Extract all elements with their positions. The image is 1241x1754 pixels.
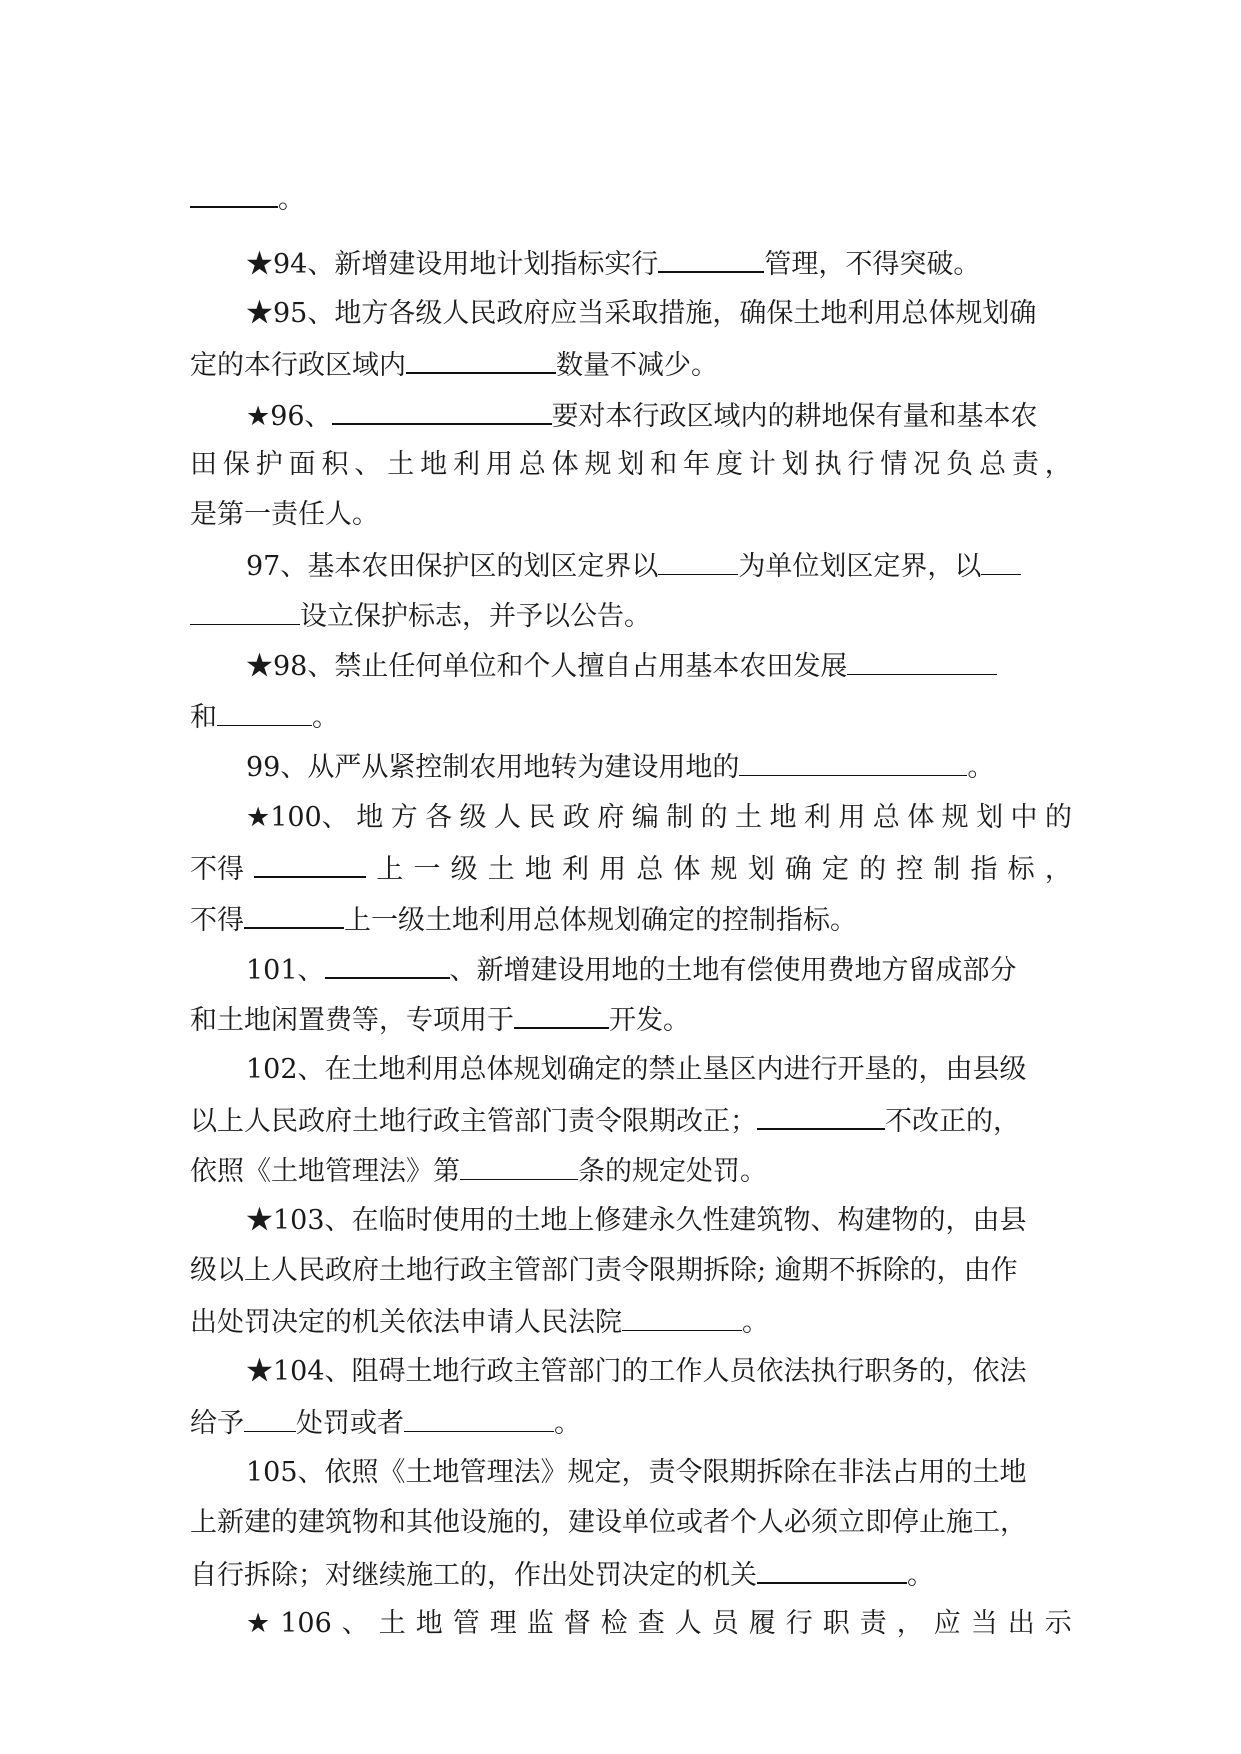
char: 级 <box>459 802 487 833</box>
char: 土 <box>487 854 515 885</box>
char: 管 <box>452 1608 480 1639</box>
question-104 <box>246 1352 1072 1392</box>
char: 检 <box>600 1608 628 1639</box>
char: 应 <box>933 1608 961 1639</box>
text: 级以上人民政府土地行政主管部门责令限期拆除; 逾期不拆除的，由作 <box>190 1255 1018 1286</box>
char: 年 <box>683 449 711 480</box>
char: 责 <box>859 1608 887 1639</box>
char: 体 <box>907 802 935 833</box>
char: 划 <box>617 449 645 480</box>
char: 制 <box>666 802 694 833</box>
char: 规 <box>584 449 612 480</box>
char: 地 <box>415 1608 443 1639</box>
answer-blank[interactable] <box>739 747 967 776</box>
char: 情 <box>880 449 908 480</box>
answer-blank[interactable] <box>460 1151 578 1180</box>
char: 级 <box>450 854 478 885</box>
char: ★100、 <box>246 802 349 833</box>
char: 指 <box>970 854 998 885</box>
answer-blank[interactable] <box>406 344 556 374</box>
text: 是第一责任人。 <box>190 499 379 530</box>
text: 不改正的， <box>885 1106 1020 1137</box>
text: 。 <box>967 752 995 783</box>
char: 用 <box>599 854 627 885</box>
char: 用 <box>838 802 866 833</box>
char: 当 <box>970 1608 998 1639</box>
text: 和土地闲置费等，专项用于 <box>190 1005 514 1036</box>
char: 负 <box>946 449 974 480</box>
text: 出处罚决定的机关依法申请人民法院 <box>190 1307 622 1338</box>
answer-blank[interactable] <box>981 546 1021 575</box>
char: ★ <box>246 1608 271 1639</box>
text: 自行拆除；对继续施工的，作出处罚决定的机关 <box>190 1560 757 1591</box>
text: 。 <box>278 184 305 215</box>
answer-blank[interactable] <box>658 546 738 575</box>
char: 规 <box>941 802 969 833</box>
char: 地 <box>420 449 448 480</box>
char: 计 <box>748 449 776 480</box>
answer-blank[interactable] <box>332 395 552 425</box>
text: 上一级土地利用总体规划确定的控制指标。 <box>344 905 857 936</box>
text: 为单位划区定界，以 <box>738 551 982 582</box>
question-103-cont <box>190 1251 1072 1291</box>
char: 出 <box>1007 1608 1035 1639</box>
char: 行 <box>847 449 875 480</box>
answer-blank[interactable] <box>847 646 997 675</box>
char: 编 <box>631 802 659 833</box>
question-101-cont <box>190 999 1072 1039</box>
text: ★95、地方各级人民政府应当采取措施，确保土地利用总体规划确 <box>246 298 1037 329</box>
question-100-cont2 <box>190 899 1072 939</box>
text: ★98、禁止任何单位和个人擅自占用基本农田发展 <box>246 651 848 682</box>
question-104-cont <box>190 1403 1072 1443</box>
char: 护 <box>255 449 283 480</box>
char: 执 <box>814 449 842 480</box>
char: 规 <box>710 854 738 885</box>
char: 一 <box>413 854 441 885</box>
char: ， <box>1044 854 1072 885</box>
char: 民 <box>528 802 556 833</box>
text: 。 <box>312 702 339 733</box>
text: ★103、在临时使用的土地上修建永久性建筑物、构建物的，由县 <box>246 1205 1027 1236</box>
char: 政 <box>562 802 590 833</box>
char: 、 <box>341 1608 369 1639</box>
answer-blank[interactable] <box>244 1403 296 1432</box>
char: 理 <box>489 1608 517 1639</box>
question-102-cont2 <box>190 1151 1072 1191</box>
question-98 <box>246 646 1072 686</box>
text: 97、基本农田保护区的划区定界以 <box>246 551 659 582</box>
char: 地 <box>356 802 384 833</box>
question-97-cont <box>190 596 1072 636</box>
text: 102、在土地利用总体规划确定的禁止垦区内进行开垦的，由县级 <box>246 1054 1027 1085</box>
char: 的 <box>1044 802 1072 833</box>
text: ★94、新增建设用地计划指标实行 <box>246 249 659 280</box>
question-105-cont <box>190 1503 1072 1543</box>
char: 土 <box>735 802 762 833</box>
text: 条的规定处罚。 <box>578 1156 767 1187</box>
char: 查 <box>637 1608 665 1639</box>
char: 人 <box>674 1608 702 1639</box>
char: 方 <box>390 802 418 833</box>
char: 上 <box>376 854 404 885</box>
char: 利 <box>453 449 480 480</box>
line-93-tail <box>190 178 1072 218</box>
char: 利 <box>561 854 589 885</box>
question-95-cont <box>190 344 1072 384</box>
char: 划 <box>781 449 809 480</box>
char: 人 <box>493 802 521 833</box>
question-94 <box>246 243 1072 283</box>
question-100 <box>246 798 1072 838</box>
question-106 <box>246 1604 1072 1644</box>
char: 用 <box>485 449 513 480</box>
text: 不得 <box>190 905 244 936</box>
char: 责 <box>1011 449 1039 480</box>
question-96-cont2 <box>190 495 1072 535</box>
text: 定的本行政区域内 <box>190 350 406 381</box>
answer-blank[interactable] <box>217 697 312 726</box>
char: 确 <box>784 854 812 885</box>
text: 要对本行政区域内的耕地保有量和基本农 <box>551 401 1038 432</box>
question-96-cont <box>190 445 1072 485</box>
char: 监 <box>526 1608 554 1639</box>
text: 99、从严从紧控制农用地转为建设用地的 <box>246 752 740 783</box>
question-99 <box>246 747 1072 787</box>
question-102 <box>246 1050 1072 1090</box>
char: ， <box>896 1608 924 1639</box>
text: 不得 <box>190 854 244 885</box>
char: 各 <box>425 802 453 833</box>
question-102-cont <box>190 1100 1072 1140</box>
char: 田 <box>190 449 217 480</box>
char: 的 <box>859 854 887 885</box>
text: ★96、 <box>246 401 332 432</box>
char: 土 <box>387 449 415 480</box>
char: 积 <box>321 449 349 480</box>
char: 划 <box>747 854 775 885</box>
char: 地 <box>524 854 552 885</box>
char: 和 <box>650 449 678 480</box>
char: 地 <box>769 802 797 833</box>
char: 制 <box>933 854 961 885</box>
text: 上新建的建筑物和其他设施的，建设单位或者个人必须立即停止施工， <box>190 1507 1027 1538</box>
text: 。 <box>554 1408 581 1439</box>
char: 总 <box>636 854 664 885</box>
char: 保 <box>222 449 250 480</box>
answer-blank[interactable] <box>244 899 344 929</box>
char: 示 <box>1044 1608 1072 1639</box>
char: 履 <box>748 1608 776 1639</box>
question-103-cont2 <box>190 1302 1072 1342</box>
text: 管理，不得突破。 <box>764 249 981 280</box>
question-95 <box>246 294 1072 334</box>
char: 体 <box>673 854 701 885</box>
text: 给予 <box>190 1408 244 1439</box>
question-105-cont2 <box>190 1554 1072 1594</box>
text: 。 <box>907 1560 934 1591</box>
char: 总 <box>872 802 900 833</box>
question-100-cont <box>190 848 1072 888</box>
text: 、新增建设用地的土地有偿使用费地方留成部分 <box>449 955 1017 986</box>
question-105 <box>246 1453 1072 1493</box>
char: 面 <box>288 449 316 480</box>
text: 和 <box>190 702 217 733</box>
char: 控 <box>896 854 924 885</box>
char: 府 <box>597 802 625 833</box>
char: 体 <box>551 449 579 480</box>
text: 105、依照《土地管理法》规定，责令限期拆除在非法占用的土地 <box>246 1457 1027 1488</box>
char: 106 <box>280 1608 332 1639</box>
answer-blank[interactable] <box>325 949 450 979</box>
answer-blank[interactable] <box>254 848 366 878</box>
char: 利 <box>803 802 831 833</box>
text: 设立保护标志，并予以公告。 <box>300 601 651 632</box>
question-96 <box>246 395 1072 435</box>
answer-blank[interactable] <box>514 999 609 1029</box>
answer-blank[interactable] <box>658 243 764 273</box>
text: 依照《土地管理法》第 <box>190 1156 460 1187</box>
question-97 <box>246 546 1072 586</box>
answer-blank[interactable] <box>757 1100 885 1130</box>
char: 度 <box>716 449 743 480</box>
text: 数量不减少。 <box>556 350 718 381</box>
char: 、 <box>354 449 382 480</box>
char: 员 <box>711 1608 739 1639</box>
answer-blank[interactable] <box>190 596 300 625</box>
question-101 <box>246 949 1072 989</box>
answer-blank[interactable] <box>622 1302 742 1331</box>
char: 职 <box>822 1608 850 1639</box>
char: ， <box>1044 449 1072 480</box>
char: 定 <box>821 854 849 885</box>
char: 土 <box>378 1608 406 1639</box>
char: 总 <box>979 449 1006 480</box>
char: 督 <box>563 1608 591 1639</box>
text: 101、 <box>246 955 325 986</box>
char: 行 <box>785 1608 813 1639</box>
char: 划 <box>976 802 1004 833</box>
char: 中 <box>1010 802 1038 833</box>
text: 处罚或者 <box>296 1408 404 1439</box>
answer-blank[interactable] <box>190 178 278 208</box>
text: 。 <box>742 1307 769 1338</box>
char: 况 <box>913 449 941 480</box>
text: ★104、阻碍土地行政主管部门的工作人员依法执行职务的，依法 <box>246 1356 1027 1387</box>
text: 以上人民政府土地行政主管部门责令限期改正； <box>190 1106 757 1137</box>
char: 标 <box>1007 854 1035 885</box>
question-103 <box>246 1201 1072 1241</box>
answer-blank[interactable] <box>757 1554 907 1584</box>
answer-blank[interactable] <box>404 1403 554 1432</box>
char: 总 <box>518 449 546 480</box>
question-98-cont <box>190 697 1072 737</box>
char: 的 <box>700 802 728 833</box>
text: 开发。 <box>609 1005 690 1036</box>
